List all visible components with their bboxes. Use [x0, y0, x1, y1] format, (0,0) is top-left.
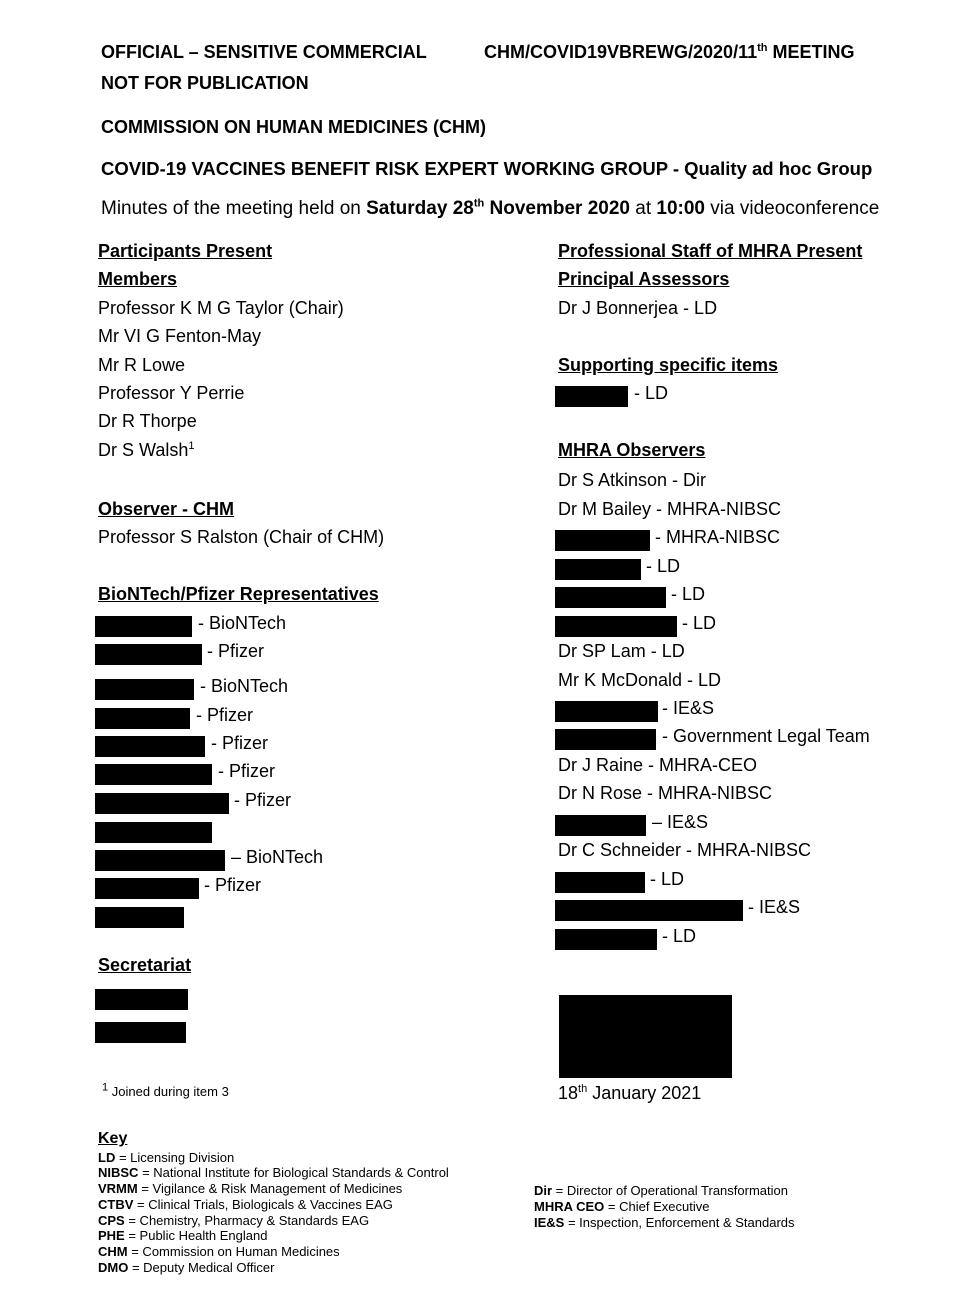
member-item: Professor Y Perrie [98, 383, 245, 403]
mhra-observer-item: - Government Legal Team [662, 726, 870, 746]
mhra-observer-item: Dr N Rose - MHRA-NIBSC [558, 783, 773, 803]
key-item: PHE = Public Health England [98, 1228, 268, 1243]
redaction-block [555, 929, 657, 950]
signature-redaction [559, 995, 732, 1078]
participants-heading: Participants Present [98, 241, 273, 261]
footnote-mark: 1 [188, 440, 195, 452]
footnote: $^1$ Joined during item 3 [102, 1081, 229, 1099]
mhra-staff-heading: Professional Staff of MHRA Present [558, 241, 863, 261]
mhra-observer-item: - MHRA-NIBSC [655, 527, 780, 547]
redaction-block [555, 701, 658, 722]
mhra-observer-item: – IE&S [652, 812, 709, 832]
principal-assessor-item: Dr J Bonnerjea - LD [558, 298, 718, 318]
supporting-item: - LD [634, 383, 669, 403]
key-item: CHM = Commission on Human Medicines [98, 1244, 340, 1259]
key-item: CTBV = Clinical Trials, Biologicals & Vaccines EAG [98, 1197, 393, 1212]
mhra-observer-item: - IE&S [662, 698, 715, 718]
representative-affiliation: – BioNTech [231, 847, 324, 867]
mhra-observer-item: Dr SP Lam - LD [558, 641, 685, 661]
redaction-block [555, 815, 646, 836]
minutes-line: Minutes of the meeting held on Saturday 28th November 2020 at 10:00 via videoconference [101, 197, 880, 219]
members-heading: Members [98, 269, 178, 289]
redaction-block [95, 764, 212, 785]
redaction-block [555, 530, 650, 551]
commission-title: COMMISSION ON HUMAN MEDICINES (CHM) [101, 117, 486, 137]
mhra-observer-item: - IE&S [748, 897, 801, 917]
key-item: Dir = Director of Operational Transformation [534, 1183, 788, 1198]
member-item: Mr R Lowe [98, 355, 186, 375]
mhra-observer-item: - LD [682, 613, 717, 633]
mhra-observer-item: Dr S Atkinson - Dir [558, 470, 707, 490]
representative-affiliation: - Pfizer [218, 761, 276, 781]
redaction-block [95, 679, 194, 700]
redaction-block [95, 736, 205, 757]
observer-item: Professor S Ralston (Chair of CHM) [98, 527, 385, 547]
key-item: NIBSC = National Institute for Biological Standards & Control [98, 1165, 449, 1180]
redaction-block [95, 907, 184, 928]
redaction-block [555, 900, 743, 921]
mhra-observer-item: - LD [671, 584, 706, 604]
redaction-block [95, 1022, 186, 1043]
supporting-heading: Supporting specific items [558, 355, 779, 375]
group-title: COVID-19 VACCINES BENEFIT RISK EXPERT WORKING GROUP - Quality ad hoc Group [101, 158, 873, 179]
redaction-block [95, 708, 190, 729]
mhra-observer-item: Dr J Raine - MHRA-CEO [558, 755, 758, 775]
redaction-block [555, 872, 645, 893]
member-item: Professor K M G Taylor (Chair) [98, 298, 344, 318]
redaction-block [555, 729, 656, 750]
redaction-block [555, 616, 677, 637]
redaction-block [95, 878, 199, 899]
key-item: MHRA CEO = Chief Executive [534, 1199, 710, 1214]
representative-affiliation: - Pfizer [207, 641, 265, 661]
mhra-observers-heading: MHRA Observers [558, 440, 706, 460]
principal-assessors-heading: Principal Assessors [558, 269, 730, 289]
secretariat-heading: Secretariat [98, 955, 192, 975]
member-item: Dr S Walsh$^1$ [98, 440, 195, 460]
observer-heading: Observer - CHM [98, 499, 235, 519]
mhra-observer-item: - LD [646, 556, 681, 576]
representative-affiliation: - BioNTech [200, 676, 289, 696]
redaction-block [95, 793, 229, 814]
redaction-block [95, 644, 202, 665]
key-item: VRMM = Vigilance & Risk Management of Medicines [98, 1181, 403, 1196]
key-item: LD = Licensing Division [98, 1150, 235, 1165]
representative-affiliation: - Pfizer [211, 733, 269, 753]
member-item: Dr R Thorpe [98, 411, 197, 431]
key-item: CPS = Chemistry, Pharmacy & Standards EAG [98, 1213, 370, 1228]
representatives-heading: BioNTech/Pfizer Representatives [98, 584, 379, 604]
representative-affiliation: - Pfizer [196, 705, 254, 725]
representative-affiliation: - BioNTech [198, 613, 287, 633]
not-for-publication-label: NOT FOR PUBLICATION [101, 73, 309, 93]
redaction-block [555, 587, 666, 608]
redaction-block [95, 616, 192, 637]
classification-label: OFFICIAL – SENSITIVE COMMERCIAL [101, 42, 427, 62]
redaction-block [95, 850, 225, 871]
mhra-observer-item: - LD [662, 926, 697, 946]
redaction-block [95, 822, 212, 843]
signature-date: 18th January 2021 [558, 1083, 702, 1103]
redaction-block [555, 559, 641, 580]
redaction-block [555, 386, 628, 407]
representative-affiliation: - Pfizer [234, 790, 292, 810]
key-heading: Key [98, 1130, 128, 1147]
key-item: DMO = Deputy Medical Officer [98, 1260, 275, 1275]
representative-affiliation: - Pfizer [204, 875, 262, 895]
mhra-observer-item: Dr C Schneider - MHRA-NIBSC [558, 840, 812, 860]
member-item: Mr VI G Fenton-May [98, 326, 262, 346]
mhra-observer-item: - LD [650, 869, 685, 889]
mhra-observer-item: Dr M Bailey - MHRA-NIBSC [558, 499, 782, 519]
mhra-observer-item: Mr K McDonald - LD [558, 670, 722, 690]
key-item: IE&S = Inspection, Enforcement & Standards [534, 1215, 795, 1230]
redaction-block [95, 989, 188, 1010]
meeting-reference: CHM/COVID19VBREWG/2020/11th MEETING [484, 42, 855, 62]
